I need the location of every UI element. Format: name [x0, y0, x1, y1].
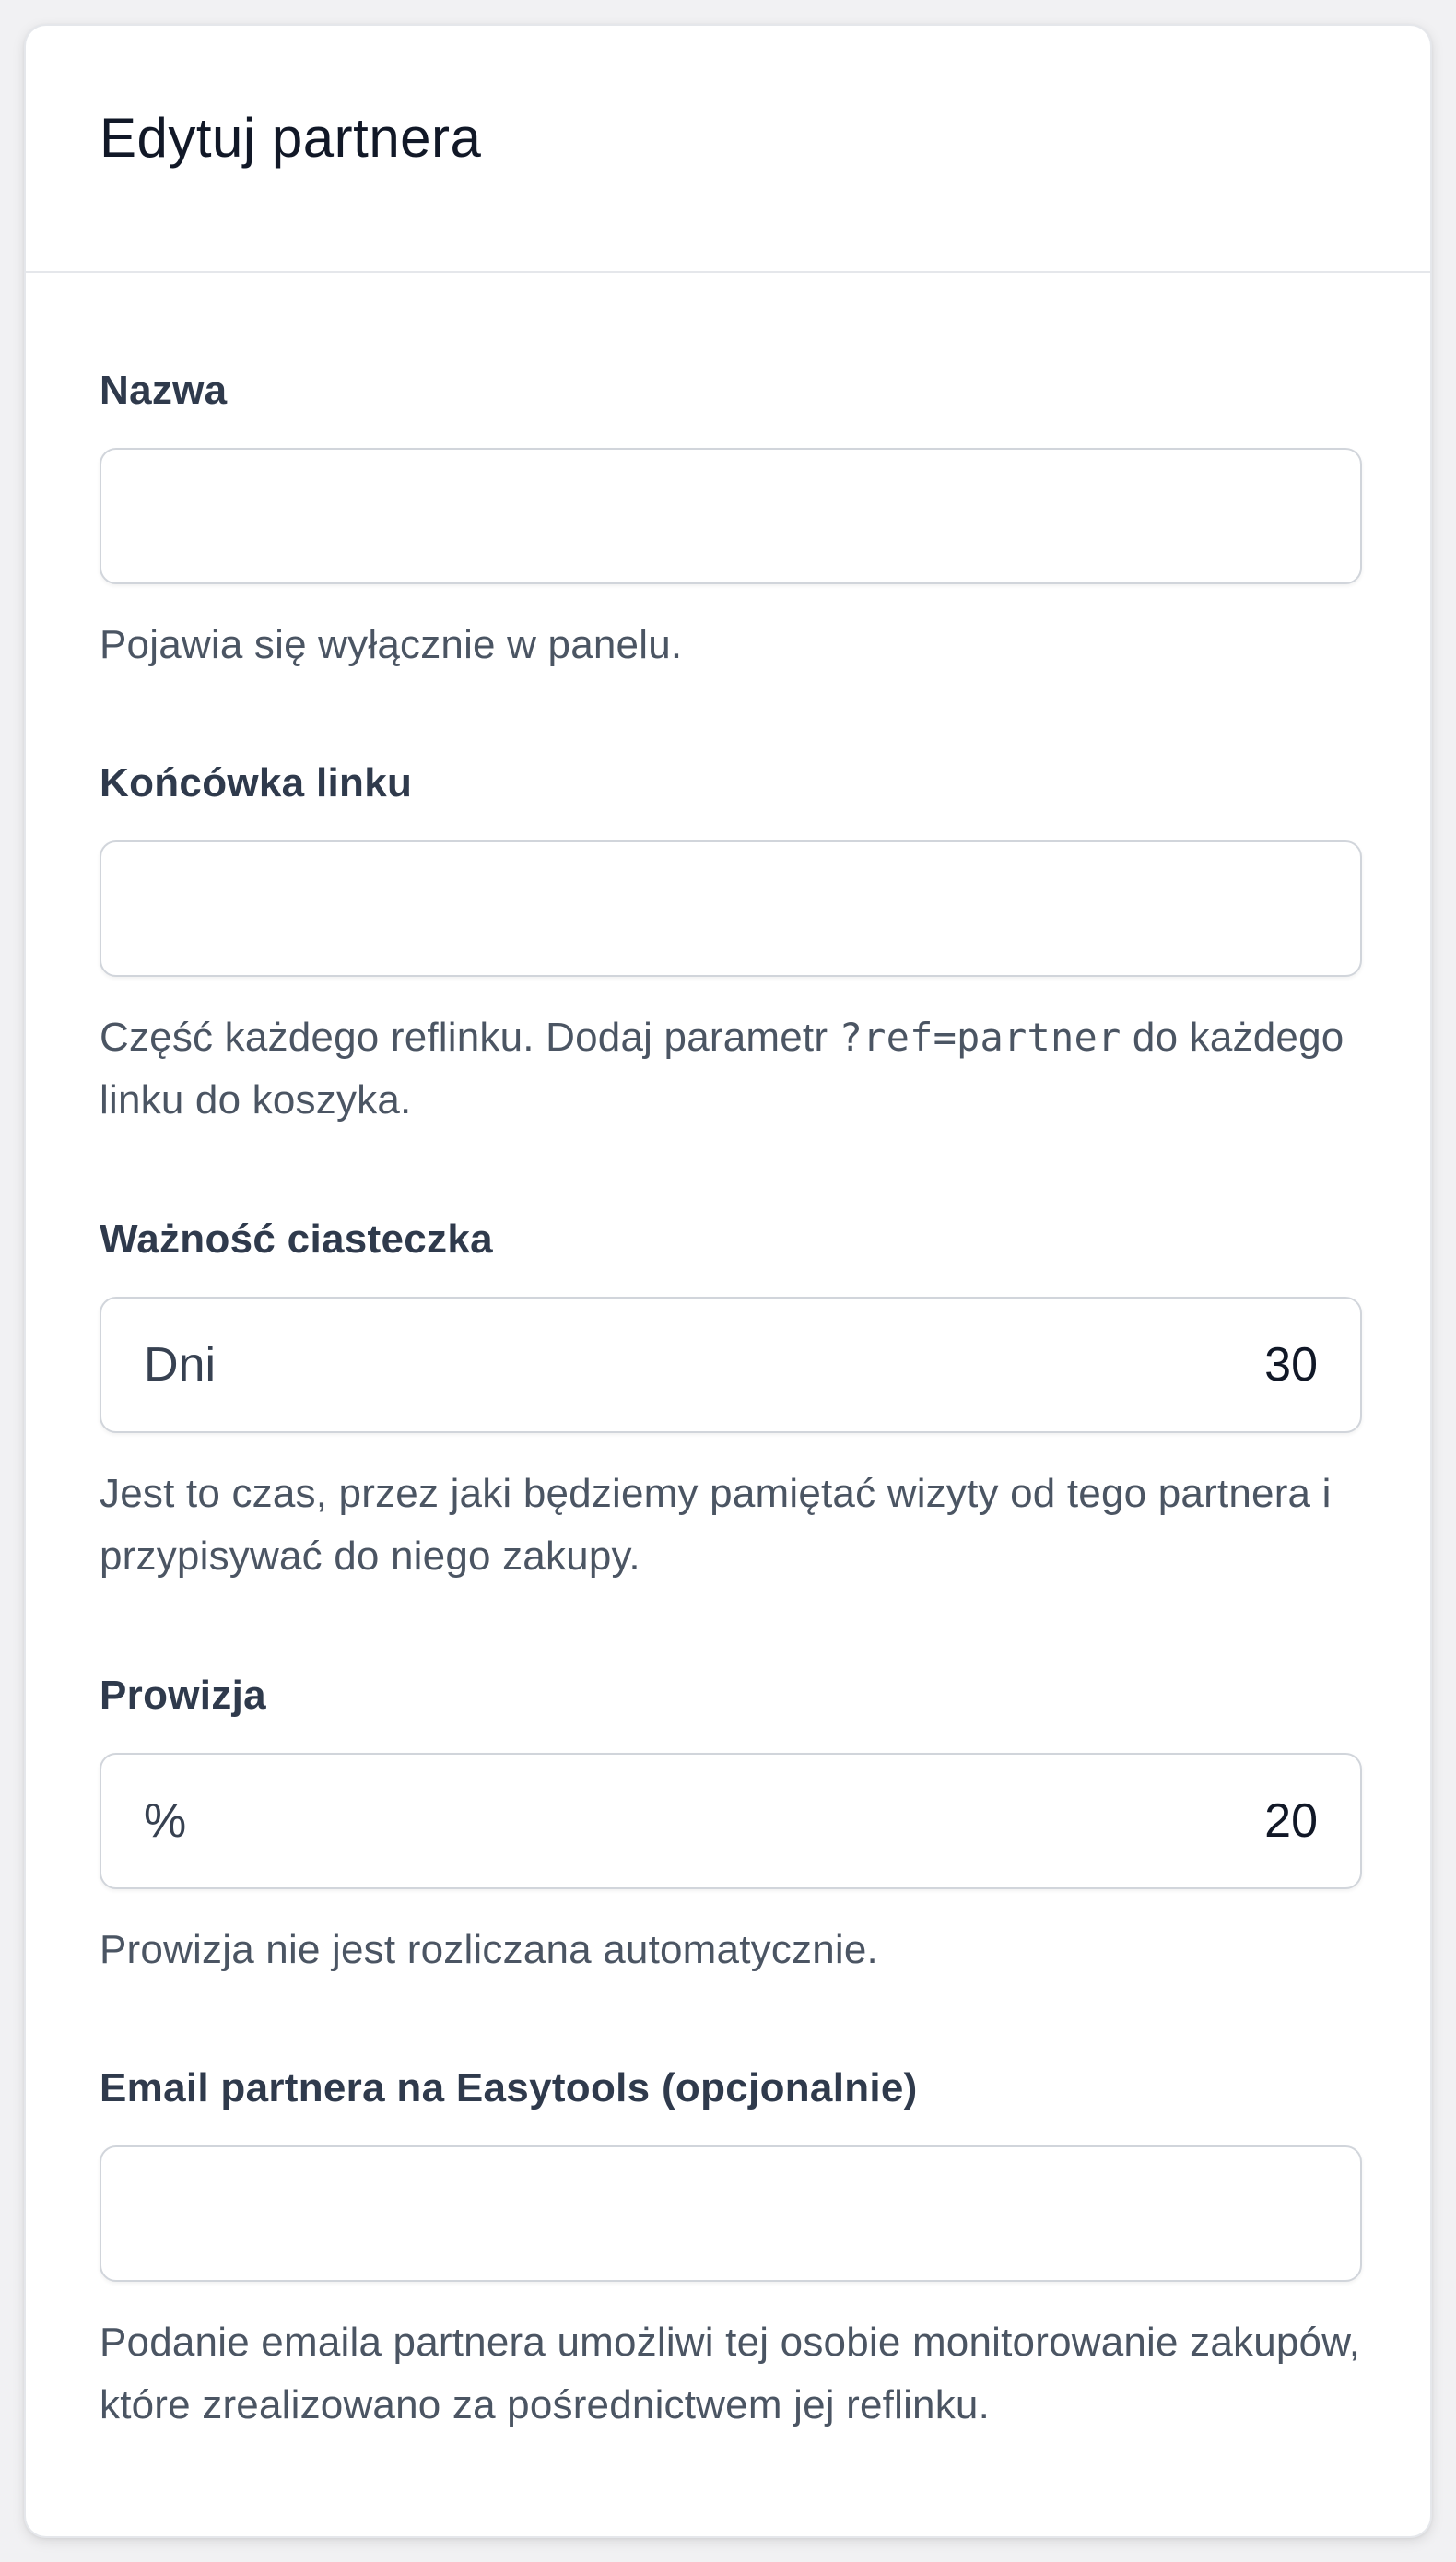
- cookie-days-input[interactable]: [100, 1297, 1362, 1433]
- cookie-days-unit: Dni: [144, 1338, 217, 1392]
- name-label: Nazwa: [100, 368, 228, 413]
- cookie-field-group: [100, 1216, 1362, 1579]
- email-label: Email partnera na Easytools (opcjonalnie): [100, 2065, 918, 2110]
- email-input[interactable]: [100, 2145, 1362, 2282]
- page-title: Edytuj partnera: [100, 106, 482, 169]
- link-suffix-field-group: [100, 759, 1362, 1122]
- link-suffix-hint-text: Część każdego reflinku. Dodaj parametr: [100, 1015, 840, 1060]
- commission-input[interactable]: [100, 1753, 1362, 1889]
- percent-unit: %: [144, 1794, 187, 1848]
- cookie-hint: Jest to czas, przez jaki będziemy pamiętać wizyty od tego partnera i przypisywać do niego zakupy.: [100, 1471, 1332, 1579]
- commission-field-group: [100, 1672, 1362, 1972]
- name-field-group: [100, 367, 1362, 667]
- commission-label: Prowizja: [100, 1673, 266, 1718]
- edit-partner-card: [24, 24, 1432, 2538]
- name-input[interactable]: [100, 448, 1362, 584]
- card-header: [26, 26, 1430, 273]
- commission-hint: Prowizja nie jest rozliczana automatycznie.: [100, 1927, 878, 1972]
- email-hint: Podanie emaila partnera umożliwi tej osobie monitorowanie zakupów, które zrealizowano za pośrednictwem jej reflinku.: [100, 2320, 1361, 2427]
- link-suffix-hint: [100, 1006, 1390, 1132]
- link-suffix-hint-text-end: do każdego linku do koszyka.: [100, 1015, 1344, 1122]
- link-suffix-label: Końcówka linku: [100, 760, 413, 805]
- name-hint: Pojawia się wyłącznie w panelu.: [100, 622, 683, 667]
- commission-value: 20: [1264, 1794, 1318, 1848]
- email-field-group: [100, 2064, 1362, 2427]
- ref-parameter-code: ?ref=partner: [839, 1015, 1121, 1060]
- cookie-label: Ważność ciasteczka: [100, 1216, 493, 1262]
- cookie-days-value: 30: [1264, 1338, 1318, 1392]
- link-suffix-input[interactable]: [100, 840, 1362, 977]
